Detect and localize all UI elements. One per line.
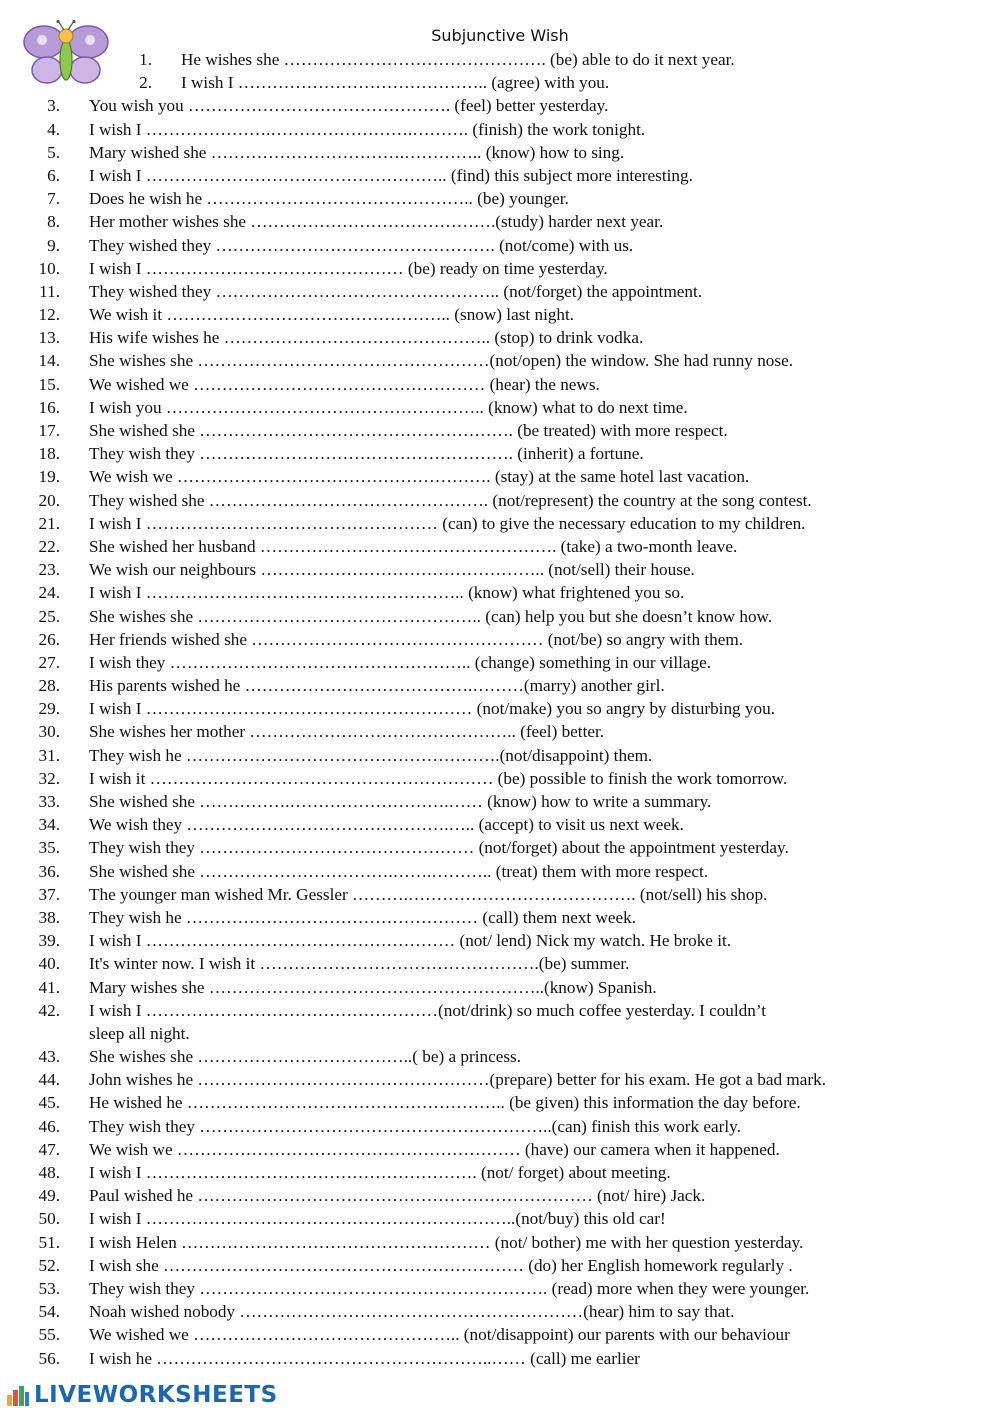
exercise-item [0, 605, 1000, 628]
exercise-item [0, 94, 1000, 117]
item-number: 9. [47, 235, 60, 255]
item-number: 40. [38, 954, 60, 974]
item-sentence: Does he wish he ……………………………………….. (be) younger. [89, 189, 569, 209]
exercise-item [0, 1231, 1000, 1254]
exercise-item [0, 419, 1000, 442]
item-number: 17. [38, 421, 60, 440]
item-sentence: They wish he …………………………………………… (call) them next week. [89, 907, 637, 927]
exercise-item [0, 164, 1000, 187]
item-sentence: She wishes her mother ……………………………………….. (feel) better. [89, 722, 605, 742]
item-sentence: I wish it …………………………………………………… (be) possible to finish the work tomorrow. [89, 768, 788, 788]
item-number: 15. [38, 374, 60, 394]
item-sentence: She wished she …………….……………………….…… (know) how to write a summary. [89, 792, 712, 811]
item-number: 6. [47, 165, 60, 185]
item-number: 53. [38, 1278, 60, 1298]
exercise-item [0, 512, 1000, 535]
item-number: 45. [38, 1093, 60, 1113]
item-number: 25. [38, 606, 60, 626]
exercise-item [0, 836, 1000, 859]
exercise-item [0, 790, 1000, 813]
exercise-item [0, 303, 1000, 326]
item-number: 34. [38, 815, 60, 835]
exercise-item [0, 71, 1000, 94]
item-number: 16. [38, 397, 60, 417]
exercise-item [0, 558, 1000, 581]
item-sentence: I wish Helen ……………………………………………… (not/ bother) me with her question yesterday. [89, 1232, 804, 1252]
exercise-item [0, 257, 1000, 280]
exercise-item [0, 489, 1000, 512]
item-sentence: I wish you ……………………………………………….. (know) what to do next time. [89, 397, 688, 417]
exercise-item [0, 373, 1000, 396]
item-number: 44. [38, 1070, 60, 1090]
item-sentence: We wish we ………………………………………………. (stay) at the same hotel last vacation. [89, 467, 750, 487]
exercise-item [0, 767, 1000, 790]
item-number: 41. [38, 977, 60, 997]
exercise-item [0, 813, 1000, 836]
exercise-item [0, 326, 1000, 349]
item-sentence: She wishes she ……………………………………………(not/open) the window. She had runny nose. [89, 351, 793, 371]
exercise-item [0, 1300, 1000, 1323]
item-sentence: Mary wishes she …………………………………………………..(know) Spanish. [89, 977, 657, 997]
exercise-item [0, 674, 1000, 697]
item-sentence: She wished she …………………………….…….……….. (treat) them with more respect. [89, 861, 709, 881]
item-sentence: You wish you ………………………………………. (feel) better yesterday. [89, 96, 609, 116]
item-sentence: We wish they ……………………………………….….. (accept) to visit us next week. [89, 815, 684, 835]
item-sentence: Her friends wished she …………………………………………… (not/be) so angry with them. [89, 629, 743, 649]
item-number: 4. [47, 119, 60, 139]
item-number: 10. [38, 258, 60, 278]
item-number: 14. [38, 351, 60, 371]
exercise-item [0, 187, 1000, 210]
item-number: 36. [38, 861, 60, 881]
exercise-item [0, 1045, 1000, 1068]
exercise-item [0, 141, 1000, 164]
item-sentence: She wishes she ………………………………………….. (can) help you but she doesn’t know how. [89, 606, 773, 626]
item-number: 28. [38, 676, 60, 696]
item-number: 33. [38, 792, 60, 811]
item-number: 38. [38, 907, 60, 927]
exercise-item [0, 349, 1000, 372]
item-number: 26. [38, 629, 60, 649]
item-sentence: They wish they ……………………………………………………..(can) finish this work early. [89, 1116, 741, 1136]
exercise-item [0, 976, 1000, 999]
item-number: 47. [38, 1139, 60, 1159]
item-number: 39. [38, 931, 60, 951]
exercise-item [0, 744, 1000, 767]
item-number: 50. [38, 1209, 60, 1229]
exercise-item [0, 651, 1000, 674]
exercise-item [0, 442, 1000, 465]
exercise-item [0, 396, 1000, 419]
footer-brand: LIVEWORKSHEETS [34, 1382, 278, 1408]
item-number: 22. [38, 536, 60, 556]
item-number: 29. [38, 699, 60, 719]
exercise-item [0, 697, 1000, 720]
item-sentence: I wish I …………………………………….. (agree) with you. [181, 73, 610, 93]
item-number: 13. [38, 328, 60, 348]
item-number: 56. [38, 1348, 60, 1368]
exercise-item [0, 465, 1000, 488]
exercise-item [0, 280, 1000, 303]
item-number: 18. [38, 444, 60, 464]
exercise-item [0, 929, 1000, 952]
exercise-item [0, 1138, 1000, 1161]
exercise-item [0, 48, 1000, 71]
item-number: 46. [38, 1116, 60, 1136]
item-sentence: I wish I ……………………………………………….. (know) what frightened you so. [89, 583, 685, 603]
exercise-item [0, 1068, 1000, 1091]
item-sentence: His wife wishes he ……………………………………….. (stop) to drink vodka. [89, 328, 644, 348]
item-sentence: I wish they …………………………………………….. (change) something in our village. [89, 652, 712, 672]
item-number: 32. [38, 768, 60, 788]
item-sentence: They wish he ……………………………………………….(not/disappoint) them. [89, 745, 653, 765]
item-sentence: He wished he ……………………………………………….. (be given) this information the day before. [89, 1093, 801, 1113]
item-sentence: It's winter now. I wish it ………………………………………….(be) summer. [89, 954, 630, 974]
exercise-item [0, 628, 1000, 651]
item-sentence: Paul wished he …………………………………………………………… (not/ hire) Jack. [89, 1186, 706, 1206]
item-number: 52. [38, 1255, 60, 1275]
item-sentence: They wish they ……………………………………………………. (read) more when they were younger. [89, 1278, 810, 1298]
exercise-item [0, 1347, 1000, 1370]
item-number: 19. [38, 467, 60, 487]
item-sentence: I wish I …………………………………………………. (not/ forget) about meeting. [89, 1163, 671, 1183]
item-sentence: I wish I ………………….…………………….………. (finish) the work tonight. [89, 119, 646, 139]
item-number: 37. [38, 884, 60, 904]
item-sentence: His parents wished he ………………………………….………(marry) another girl. [89, 676, 665, 696]
item-sentence: They wish they ………………………………………… (not/forget) about the appointment yesterday. [89, 838, 789, 858]
item-sentence: We wished we ……………………………………….. (not/disappoint) our parents with our behaviour [89, 1325, 790, 1345]
exercise-item [0, 1207, 1000, 1230]
item-sentence: They wish they ………………………………………………. (inherit) a fortune. [89, 444, 644, 464]
exercise-item [0, 234, 1000, 257]
exercise-item [0, 952, 1000, 975]
exercise-item [0, 883, 1000, 906]
item-sentence: She wished she ………………………………………………. (be treated) with more respect. [89, 421, 728, 440]
item-number: 3. [47, 96, 60, 116]
item-sentence: Her mother wishes she …………………………………….(study) harder next year. [89, 212, 664, 232]
item-number: 1. [139, 50, 152, 69]
exercise-item [0, 720, 1000, 743]
item-sentence: We wish it ………………………………………….. (snow) last night. [89, 305, 575, 325]
worksheet-title: Subjunctive Wish [431, 26, 569, 45]
exercise-item [0, 1091, 1000, 1114]
item-sentence: I wish I ………………………………………………… (not/make) you so angry by disturbing you. [89, 699, 776, 719]
item-number: 7. [47, 189, 60, 209]
item-number: 42. [38, 1000, 60, 1020]
item-sentence: I wish I …………………………………………….. (find) this subject more interesting. [89, 165, 693, 185]
exercise-item [0, 1254, 1000, 1277]
exercise-item [0, 1184, 1000, 1207]
item-number: 43. [38, 1047, 60, 1067]
exercise-item [0, 1277, 1000, 1300]
item-sentence: I wish I ……………………………………………… (not/ lend) Nick my watch. He broke it. [89, 931, 732, 951]
item-number: 23. [38, 560, 60, 580]
item-sentence: We wish our neighbours ………………………………………….. (not/sell) their house. [89, 560, 695, 580]
item-number: 27. [38, 652, 60, 672]
item-number: 5. [47, 142, 60, 162]
item-sentence: I wish she ……………………………………………………… (do) her English homework regularly . [89, 1255, 793, 1275]
exercise-item [0, 860, 1000, 883]
item-sentence: I wish I ……………………………………… (be) ready on time yesterday. [89, 258, 608, 278]
item-number: 30. [38, 722, 60, 742]
exercise-item [0, 906, 1000, 929]
item-number: 54. [38, 1302, 60, 1322]
item-sentence: I wish I ………………………………………………………..(not/buy) this old car! [89, 1209, 666, 1229]
item-number: 51. [38, 1232, 60, 1252]
item-sentence: They wished she …………………………………………. (not/represent) the country at the song contest. [89, 490, 812, 510]
exercise-item [0, 1323, 1000, 1346]
item-sentence: I wish I …………………………………………… (can) to give the necessary education to my children. [89, 513, 806, 533]
exercise-item [0, 118, 1000, 141]
item-sentence: I wish I ……………………………………………(not/drink) so much coffee yesterday. I couldn’t [89, 1000, 767, 1020]
item-number: 21. [38, 513, 60, 533]
item-sentence: They wished they ………………………………………….. (not/forget) the appointment. [89, 281, 703, 301]
item-sentence: He wishes she ………………………………………. (be) able to do it next year. [181, 50, 735, 69]
exercise-item [0, 535, 1000, 558]
item-number: 2. [139, 73, 152, 93]
footer-logo [6, 1380, 278, 1410]
item-number: 11. [39, 281, 60, 301]
item-sentence: Mary wished she …………………………….………….. (know) how to sing. [89, 142, 625, 162]
item-sentence: She wishes she ………………………………..( be) a princess. [89, 1047, 522, 1067]
item-number: 31. [38, 745, 60, 765]
item-sentence: Noah wished nobody ……………………………………………………(hear) him to say that. [89, 1302, 735, 1322]
exercise-item [0, 1161, 1000, 1184]
item-sentence-continuation: sleep all night. [89, 1023, 190, 1043]
exercise-item [0, 210, 1000, 233]
exercise-list [0, 48, 1000, 1370]
item-sentence: She wished her husband ……………………………………………. (take) a two-month leave. [89, 536, 738, 556]
item-sentence: We wish we …………………………………………………… (have) our camera when it happened. [89, 1139, 780, 1159]
item-number: 35. [38, 838, 60, 858]
item-number: 20. [38, 490, 60, 510]
item-number: 48. [38, 1163, 60, 1183]
item-sentence: The younger man wished Mr. Gessler ……….…………………………………. (not/sell) his shop. [89, 884, 768, 904]
exercise-item [0, 999, 1000, 1045]
exercise-item [0, 581, 1000, 604]
item-number: 49. [38, 1186, 60, 1206]
item-number: 8. [47, 212, 60, 232]
item-number: 55. [38, 1325, 60, 1345]
item-sentence: I wish he …………………………………………………..…… (call) me earlier [89, 1348, 640, 1368]
item-sentence: They wished they …………………………………………. (not/come) with us. [89, 235, 634, 255]
item-sentence: John wishes he ……………………………………………(prepare) better for his exam. He got a bad mark. [89, 1070, 826, 1090]
item-number: 24. [38, 583, 60, 603]
item-number: 12. [38, 305, 60, 325]
item-sentence: We wished we …………………………………………… (hear) the news. [89, 374, 600, 394]
liveworksheets-logo-icon [6, 1383, 30, 1407]
exercise-item [0, 1115, 1000, 1138]
